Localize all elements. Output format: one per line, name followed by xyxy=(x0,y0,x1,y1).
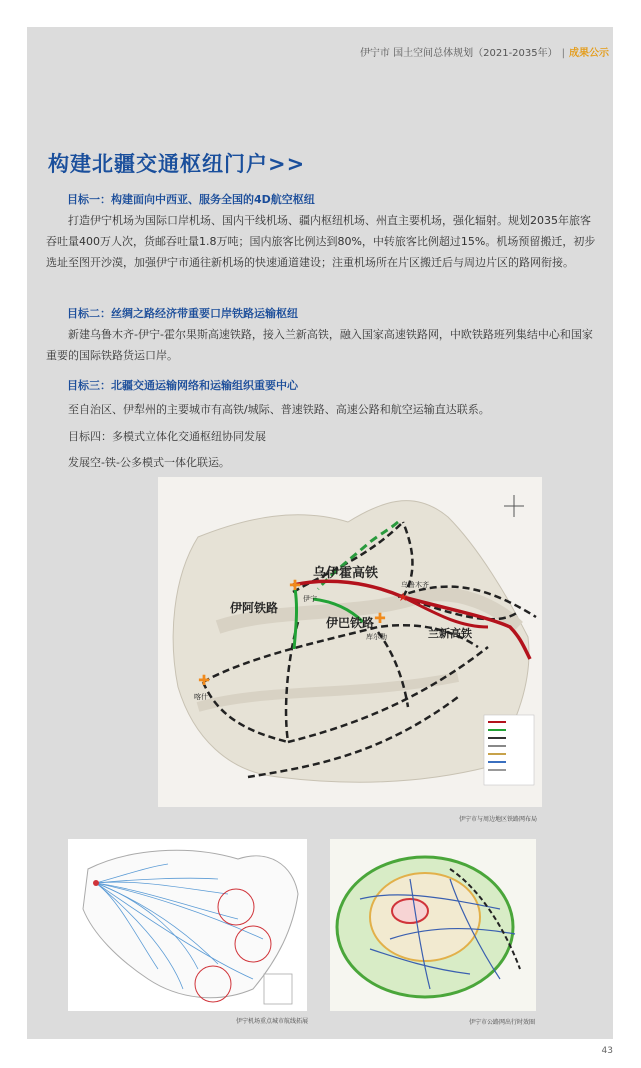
inner-time-circle xyxy=(392,899,428,923)
page-title: 构建北疆交通枢纽门户>> xyxy=(48,152,306,176)
header-divider: | xyxy=(561,48,565,59)
goal2-text: 新建乌鲁木齐-伊宁-霍尔果斯高速铁路，接入兰新高铁，融入国家高速铁路网，中欧铁路班列集结中心和国家重要的国际铁路货运口岸。 xyxy=(46,328,593,362)
road-network-map xyxy=(330,839,536,1011)
airline-map-svg xyxy=(68,839,307,1011)
railway-map-caption: 伊宁市与周边地区铁路网布局 xyxy=(459,816,538,823)
label-korla: 库尔勒 xyxy=(366,633,387,641)
page-header xyxy=(360,44,609,59)
header-title: 伊宁市 国土空间总体规划（2021-2035年） xyxy=(359,48,558,59)
goal3-text: 至自治区、伊犁州的主要城市有高铁/城际、普速铁路、高速公路和航空运输直达联系。 xyxy=(68,403,490,416)
kashgar-hub-icon: ✚ xyxy=(198,673,210,689)
goal1-heading: 目标一：构建面向中西亚、服务全国的4D航空枢纽 xyxy=(67,193,315,206)
south-sea-inset xyxy=(264,974,292,1004)
road-map-caption: 伊宁市公路网出行时效圈 xyxy=(469,1019,536,1026)
railway-network-map xyxy=(158,477,542,807)
goal4-heading: 目标四：多模式立体化交通枢纽协同发展 xyxy=(68,430,266,443)
map-legend xyxy=(484,715,534,785)
railway-map-svg xyxy=(158,477,542,807)
china-outline xyxy=(83,850,298,997)
urumqi-star-icon: ★ xyxy=(397,590,409,604)
goal3-heading: 目标三：北疆交通运输网络和运输组织重要中心 xyxy=(67,379,298,392)
label-lanxin: 兰新高铁 xyxy=(428,627,472,640)
label-kashgar: 喀什 xyxy=(194,693,208,701)
road-map-svg xyxy=(330,839,536,1011)
yining-hub-icon: ✚ xyxy=(289,578,301,594)
airline-route-map xyxy=(68,839,307,1011)
yining-origin-icon xyxy=(93,880,99,886)
label-yining: 伊宁 xyxy=(303,595,317,603)
label-urumqi: 乌鲁木齐 xyxy=(401,581,429,589)
label-wuyihuo: 乌伊霍高铁 xyxy=(313,566,379,581)
goal4-text: 发展空-铁-公多模式一体化联运。 xyxy=(68,456,230,469)
header-badge: 成果公示 xyxy=(569,48,609,59)
label-yiba: 伊巴铁路 xyxy=(326,616,375,630)
korla-hub-icon: ✚ xyxy=(374,611,386,627)
goal1-text: 打造伊宁机场为国际口岸机场、国内干线机场、疆内枢纽机场、州直主要机场，强化辐射。规划2035年旅客吞吐量400万人次，货邮吞吐量1.8万吨；国内旅客比例达到80%，中转旅客比例超过15%。机场预留搬迁，初步选址至图开沙漠，加强伊宁市通往新机场的快速通道建设；注重机场所在片区搬迁后与周边片区的路网衔接。 xyxy=(46,214,596,269)
page-number: 43 xyxy=(601,1046,613,1056)
label-yiahe: 伊阿铁路 xyxy=(230,601,279,615)
goal2-heading: 目标二：丝绸之路经济带重要口岸铁路运输枢纽 xyxy=(67,307,298,320)
airline-map-caption: 伊宁机场重点城市航线拓展 xyxy=(236,1018,309,1025)
